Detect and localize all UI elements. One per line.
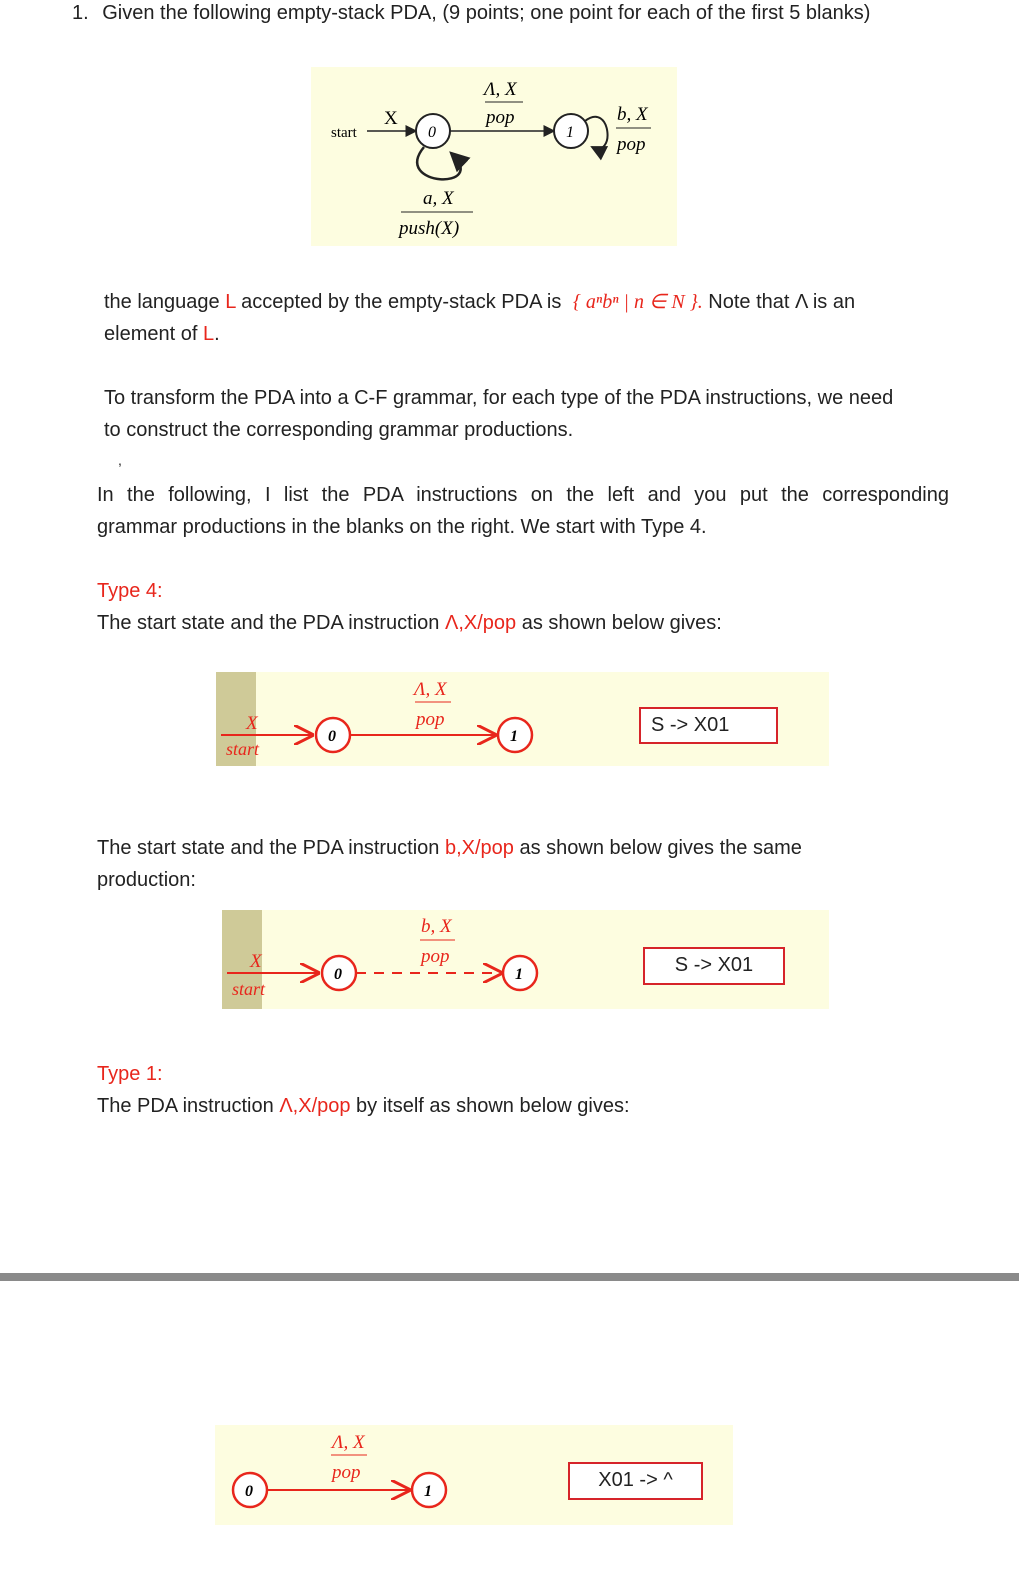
lang-text-b: accepted by the empty-stack PDA is: [235, 291, 567, 313]
type4-instruction: Λ,X/pop: [444, 612, 517, 634]
lang-text-c: Note that Λ is an: [702, 291, 856, 313]
main-pda-svg: [311, 67, 677, 246]
transform-line-1: To transform the PDA into a C-F grammar, for each type of the PDA instructions, we need: [104, 387, 894, 409]
edge-0-1-top: Λ, X: [484, 79, 517, 100]
state-0-label: 0: [428, 124, 436, 141]
start-stack-symbol: X: [384, 108, 398, 129]
same-production-line-1: [97, 832, 957, 864]
para4-text-a: The start state and the PDA instruction: [97, 837, 445, 859]
type4-section: [97, 575, 722, 639]
edge-bottom-label: pop: [421, 946, 450, 967]
para4-text-b: as shown below gives the same: [513, 837, 802, 859]
start-label: start: [232, 979, 266, 999]
question-title: [72, 0, 870, 29]
edge-top-label: b, X: [421, 916, 452, 937]
type1-text-a: The PDA instruction: [97, 1095, 280, 1117]
same-production-line-2: production:: [97, 869, 196, 891]
loop-1-top: b, X: [617, 104, 648, 125]
type4-description: [97, 607, 722, 639]
language-paragraph: [104, 286, 954, 350]
stack-symbol: X: [250, 951, 262, 972]
type4-heading: Type 4:: [97, 580, 163, 602]
para4-instruction: b,X/pop: [444, 837, 514, 859]
type4-text-b: as shown below gives:: [516, 612, 722, 634]
page-divider: [0, 1273, 1019, 1281]
state-1-label: 1: [566, 124, 574, 141]
instructions-line-1: In the following, I list the PDA instructions on the left and you put the corresponding: [97, 484, 949, 506]
edge-top-label: Λ, X: [414, 679, 447, 700]
lang-set-notation: { aⁿbⁿ | n ∈ N }.: [572, 291, 703, 313]
loop-0-bottom: push(X): [399, 218, 460, 239]
edge-bottom-label: pop: [332, 1462, 361, 1483]
loop-0-top: a, X: [423, 188, 454, 209]
answer-box[interactable]: S -> X01: [643, 947, 785, 985]
lang-text-e: .: [214, 323, 220, 345]
edge-top-label: Λ, X: [332, 1432, 365, 1453]
stack-symbol: X: [246, 713, 258, 734]
question-number: 1.: [72, 2, 89, 24]
type4-text-a: The start state and the PDA instruction: [97, 612, 445, 634]
loop-state-0: [417, 147, 460, 179]
stray-mark: ,: [118, 452, 122, 468]
loop-1-bottom: pop: [617, 134, 646, 155]
diagram-type4-lambda: [216, 672, 829, 766]
state-0-label: 0: [334, 966, 342, 983]
start-label: start: [331, 125, 357, 141]
transform-line-2: to construct the corresponding grammar productions.: [104, 419, 574, 441]
answer-box[interactable]: X01 -> ^: [568, 1462, 703, 1500]
instructions-line-2: grammar productions in the blanks on the right. We start with Type 4.: [97, 516, 707, 538]
type1-description: [97, 1090, 630, 1122]
type1-instruction: Λ,X/pop: [279, 1095, 351, 1117]
lang-L-symbol: L: [225, 291, 236, 313]
state-1-label: 1: [424, 1483, 432, 1500]
answer-box[interactable]: S -> X01: [639, 707, 778, 744]
lang-text-a: the language: [104, 291, 226, 313]
question-title-text: Given the following empty-stack PDA, (9 points; one point for each of the first 5 blanks): [102, 2, 871, 24]
same-production-paragraph: [97, 832, 957, 896]
diagram-type1: [215, 1425, 733, 1525]
state-0-label: 0: [245, 1483, 253, 1500]
instructions-paragraph: [97, 479, 949, 543]
state-1-label: 1: [515, 966, 523, 983]
type1-text-b: by itself as shown below gives:: [350, 1095, 630, 1117]
edge-bottom-label: pop: [416, 709, 445, 730]
lang-text-d: element of: [104, 323, 203, 345]
transform-paragraph: [104, 382, 964, 446]
language-line-2: [104, 318, 954, 350]
main-pda-diagram: [311, 67, 677, 246]
lang-L-symbol-2: L: [202, 323, 215, 345]
state-0-label: 0: [328, 728, 336, 745]
type1-section: [97, 1058, 630, 1122]
language-line-1: [104, 286, 954, 318]
edge-0-1-bottom: pop: [486, 107, 515, 128]
type1-heading: Type 1:: [97, 1063, 163, 1085]
diagram-type4-b: [222, 910, 829, 1009]
state-1-label: 1: [510, 728, 518, 745]
start-label: start: [226, 739, 260, 759]
